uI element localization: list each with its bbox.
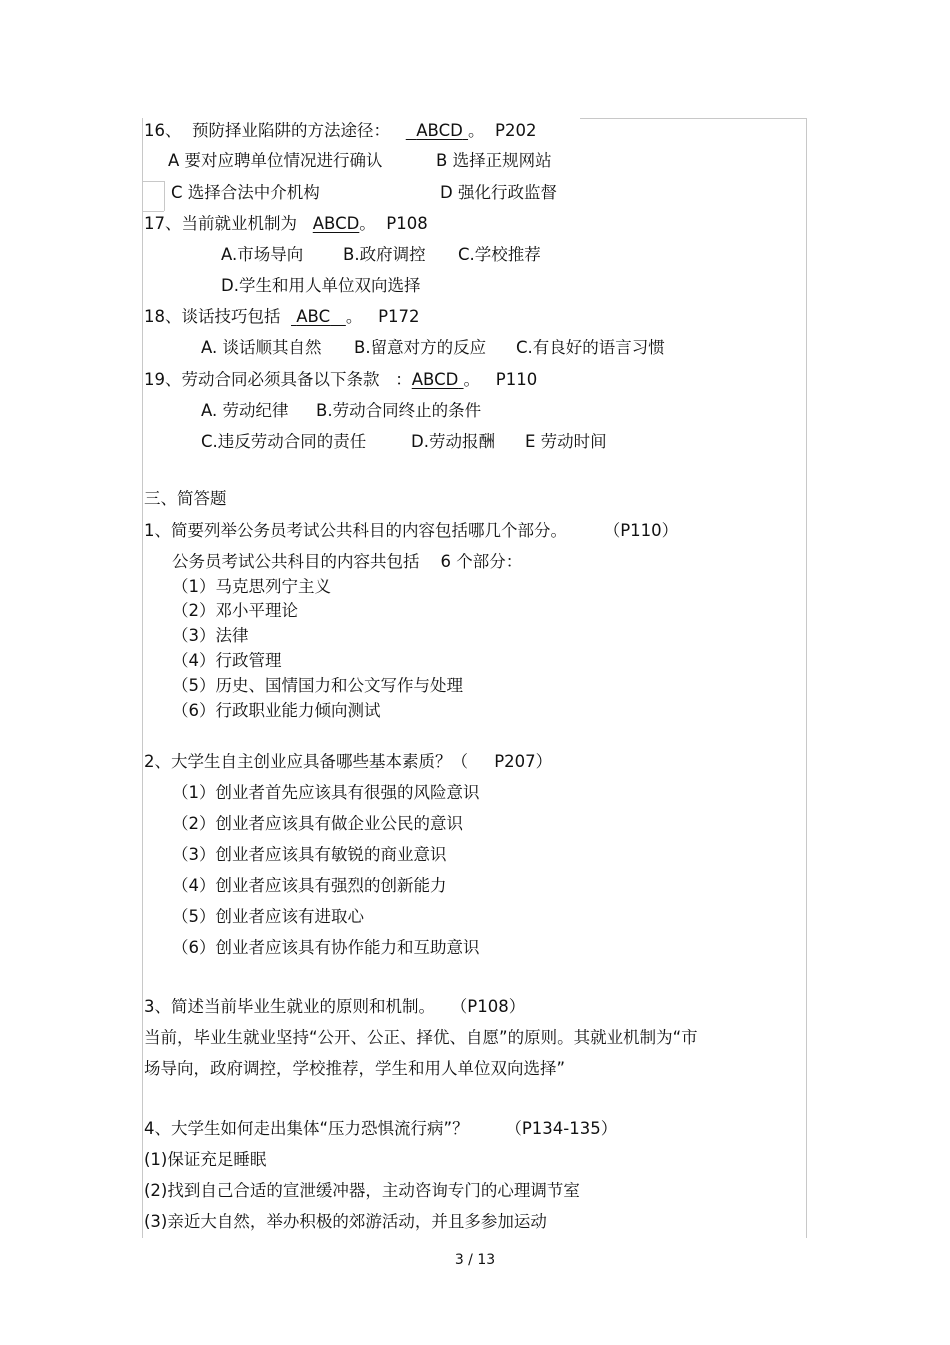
q16-end: 。: [468, 121, 485, 140]
s1-item: （6）行政职业能力倾向测试: [172, 701, 381, 720]
s2-item: （1）创业者首先应该具有很强的风险意识: [172, 783, 480, 802]
s3-answer-line-1: 当前，毕业生就业坚持“公开、公正、择优、自愿”的原则。其就业机制为“市: [144, 1028, 698, 1047]
q18-text: 18、谈话技巧包括: [144, 307, 281, 326]
s3-ref: （P108）: [450, 997, 526, 1016]
q19-opt-e: E 劳动时间: [525, 432, 607, 451]
q18-line: [144, 306, 420, 328]
s4-item: (1)保证充足睡眠: [144, 1150, 267, 1169]
q19-page: P110: [495, 370, 538, 389]
q16-page: P202: [495, 121, 537, 140]
q18-page: P172: [378, 307, 420, 326]
q18-opt-c: C.有良好的语言习惯: [516, 338, 665, 357]
q17-answer: ABCD: [312, 214, 360, 233]
s1-ref: （P110）: [603, 521, 679, 540]
s3-answer-line-2: 场导向，政府调控，学校推荐，学生和用人单位双向选择”: [144, 1059, 566, 1078]
s1-question: 1、简要列举公务员考试公共科目的内容包括哪几个部分。 （P110）: [144, 521, 679, 540]
border-inner-bottom: [142, 211, 164, 212]
q16-opt-b: B 选择正规网站: [436, 151, 552, 170]
q16-answer: ABCD: [416, 121, 463, 140]
q19-opt-a: A. 劳动纪律: [201, 401, 289, 420]
s2-question: 2、大学生自主创业应具备哪些基本素质？（ P207）: [144, 752, 553, 771]
q17-opt-c: C.学校推荐: [458, 245, 541, 264]
s4-item: (2)找到自己合适的宣泄缓冲器，主动咨询专门的心理调节室: [144, 1181, 580, 1200]
border-right: [806, 118, 807, 1238]
q19-opt-b: B.劳动合同终止的条件: [316, 401, 482, 420]
s1-item: （4）行政管理: [172, 651, 282, 670]
s2-item: （3）创业者应该具有敏锐的商业意识: [172, 845, 447, 864]
s2-item: （4）创业者应该具有强烈的创新能力: [172, 876, 447, 895]
section-3-heading: 三、简答题: [144, 489, 227, 508]
q16-line: [144, 120, 537, 142]
border-top: [580, 118, 806, 119]
q19-end: 。: [463, 370, 481, 389]
s4-item: (3)亲近大自然，举办积极的郊游活动，并且多参加运动: [144, 1212, 547, 1231]
s1-item: （5）历史、国情国力和公文写作与处理: [172, 676, 463, 695]
q19-line: [144, 369, 537, 391]
q16-opt-a: A 要对应聘单位情况进行确认: [168, 151, 383, 170]
s1-intro: 公务员考试公共科目的内容共包括 6 个部分：: [172, 552, 523, 571]
border-left: [142, 118, 143, 1238]
q17-opt-b: B.政府调控: [343, 245, 426, 264]
q19-opt-d: D.劳动报酬: [411, 432, 495, 451]
s2-ref: P207）: [494, 752, 553, 771]
border-inner-left: [164, 181, 165, 211]
q16-num: 16、: [144, 121, 182, 140]
s1-item: （1）马克思列宁主义: [172, 577, 331, 596]
s2-item: （2）创业者应该具有做企业公民的意识: [172, 814, 463, 833]
s2-item: （6）创业者应该具有协作能力和互助意识: [172, 938, 480, 957]
q17-text: 17、当前就业机制为: [144, 214, 297, 233]
s4-ref: （P134-135）: [505, 1119, 618, 1138]
q18-end: 。: [345, 307, 363, 326]
q19-opt-c: C.违反劳动合同的责任: [201, 432, 367, 451]
q16-opt-c: C 选择合法中介机构: [171, 183, 320, 202]
q18-answer: ABC: [296, 307, 331, 326]
q18-opt-a: A. 谈话顺其自然: [201, 338, 322, 357]
s1-item: （2）邓小平理论: [172, 601, 298, 620]
border-inner-top: [142, 181, 164, 182]
q16-opt-d: D 强化行政监督: [440, 183, 557, 202]
q17-opt-a: A.市场导向: [221, 245, 304, 264]
q17-page: P108: [386, 214, 428, 233]
q18-opt-b: B.留意对方的反应: [354, 338, 487, 357]
q17-end: 。: [359, 214, 376, 233]
page-number: 3 / 13: [454, 1252, 496, 1268]
s2-item: （5）创业者应该有进取心: [172, 907, 364, 926]
q19-colon: ：: [395, 370, 412, 389]
q17-line: [144, 213, 428, 235]
q19-text: 19、劳动合同必须具备以下条款: [144, 370, 380, 389]
s3-question: 3、简述当前毕业生就业的原则和机制。 （P108）: [144, 997, 526, 1016]
s4-question: 4、大学生如何走出集体“压力恐惧流行病”？ （P134-135）: [144, 1119, 618, 1138]
q19-answer: ABCD: [411, 370, 459, 389]
q16-text: 预防择业陷阱的方法途径：: [192, 121, 390, 140]
s1-item: （3）法律: [172, 626, 249, 645]
q17-opt-d: D.学生和用人单位双向选择: [221, 276, 421, 295]
